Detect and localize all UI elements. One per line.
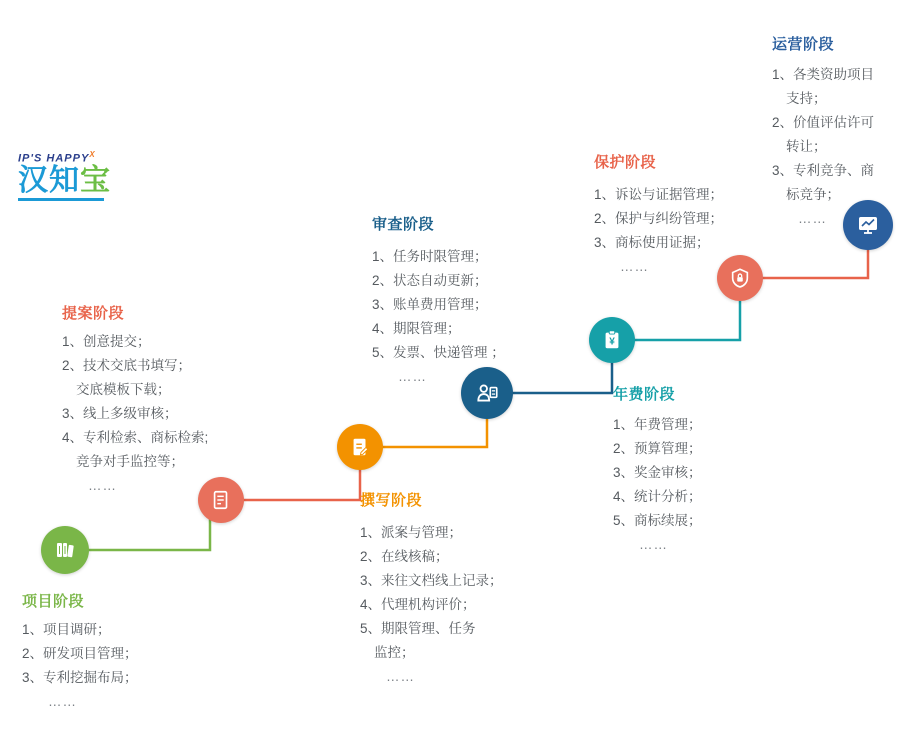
- list-item: 2、价值评估许可: [772, 115, 875, 130]
- shield-lock-icon: [729, 267, 751, 289]
- list-item: 3、线上多级审核；: [62, 406, 178, 421]
- list-item: 1、任务时限管理；: [372, 249, 488, 264]
- list-item: ……: [88, 478, 117, 493]
- list-item: 3、商标使用证据；: [594, 235, 710, 250]
- list-item: ……: [386, 669, 415, 684]
- stage-items-proposal: [62, 330, 208, 498]
- list-item: 1、项目调研；: [22, 622, 111, 637]
- list-item: 4、期限管理；: [372, 321, 461, 336]
- list-item: 交底模板下载；: [76, 382, 171, 397]
- document-edit-icon: [210, 489, 232, 511]
- list-item: 1、诉讼与证据管理；: [594, 187, 724, 202]
- stage-title-operation: 运营阶段: [772, 36, 835, 53]
- list-item: ……: [639, 537, 668, 552]
- stage-title-protection: 保护阶段: [594, 154, 657, 171]
- list-item: 4、代理机构评价；: [360, 597, 476, 612]
- stage-title-project: 项目阶段: [22, 593, 85, 610]
- logo: [18, 150, 133, 201]
- node-annual-fee[interactable]: [589, 317, 635, 363]
- list-item: 标竞争；: [786, 187, 840, 202]
- list-item: 5、期限管理、任务: [360, 621, 476, 636]
- list-item: 支持；: [786, 91, 827, 106]
- node-protection[interactable]: [717, 255, 763, 301]
- list-item: 3、奖金审核；: [613, 465, 702, 480]
- stage-title-annual-fee: 年费阶段: [613, 386, 676, 403]
- list-item: 1、各类资助项目: [772, 67, 875, 82]
- list-item: 5、发票、快递管理 ；: [372, 345, 505, 360]
- stage-items-protection: [594, 183, 723, 279]
- list-item: 4、统计分析；: [613, 489, 702, 504]
- node-drafting[interactable]: [337, 424, 383, 470]
- list-item: 3、专利竞争、商: [772, 163, 875, 178]
- logo-underline: [18, 198, 104, 201]
- stage-title-review: 审查阶段: [372, 216, 435, 233]
- list-item: 2、技术交底书填写；: [62, 358, 192, 373]
- stage-title-proposal: 提案阶段: [62, 305, 125, 322]
- list-item: 4、专利检索、商标检索;: [62, 430, 209, 445]
- list-item: ……: [620, 259, 649, 274]
- list-item: 2、状态自动更新；: [372, 273, 488, 288]
- list-item: ……: [398, 369, 427, 384]
- list-item: 5、商标续展；: [613, 513, 702, 528]
- list-item: 竞争对手监控等；: [76, 454, 184, 469]
- list-item: 2、保护与纠纷管理；: [594, 211, 724, 226]
- list-item: 2、在线核稿；: [360, 549, 449, 564]
- stage-items-review: [372, 245, 505, 389]
- list-item: 2、研发项目管理；: [22, 646, 138, 661]
- list-item: 2、预算管理；: [613, 441, 702, 456]
- stage-title-drafting: 撰写阶段: [360, 492, 423, 509]
- list-item: 1、派案与管理；: [360, 525, 463, 540]
- node-project[interactable]: [41, 526, 89, 574]
- list-item: 3、专利挖掘布局；: [22, 670, 138, 685]
- list-item: 1、年费管理；: [613, 417, 702, 432]
- logo-wordmark: 汉知宝: [18, 163, 111, 197]
- logo-tagline: IP'S $HAPPY^X$: [18, 150, 96, 165]
- list-item: 监控；: [374, 645, 415, 660]
- stage-items-drafting: [360, 521, 503, 689]
- pencil-note-icon: [349, 436, 371, 458]
- list-item: 转让；: [786, 139, 827, 154]
- books-icon: [53, 538, 77, 562]
- list-item: 3、来往文档线上记录；: [360, 573, 503, 588]
- stage-items-project: [22, 618, 138, 714]
- list-item: 3、账单费用管理；: [372, 297, 488, 312]
- stage-items-annual-fee: [613, 413, 702, 557]
- svg-text:¥: ¥: [609, 336, 615, 348]
- list-item: ……: [798, 211, 827, 226]
- list-item: ……: [48, 694, 77, 709]
- stage-items-operation: [772, 63, 874, 231]
- list-item: 1、创意提交；: [62, 334, 151, 349]
- clipboard-money-icon: [601, 329, 623, 351]
